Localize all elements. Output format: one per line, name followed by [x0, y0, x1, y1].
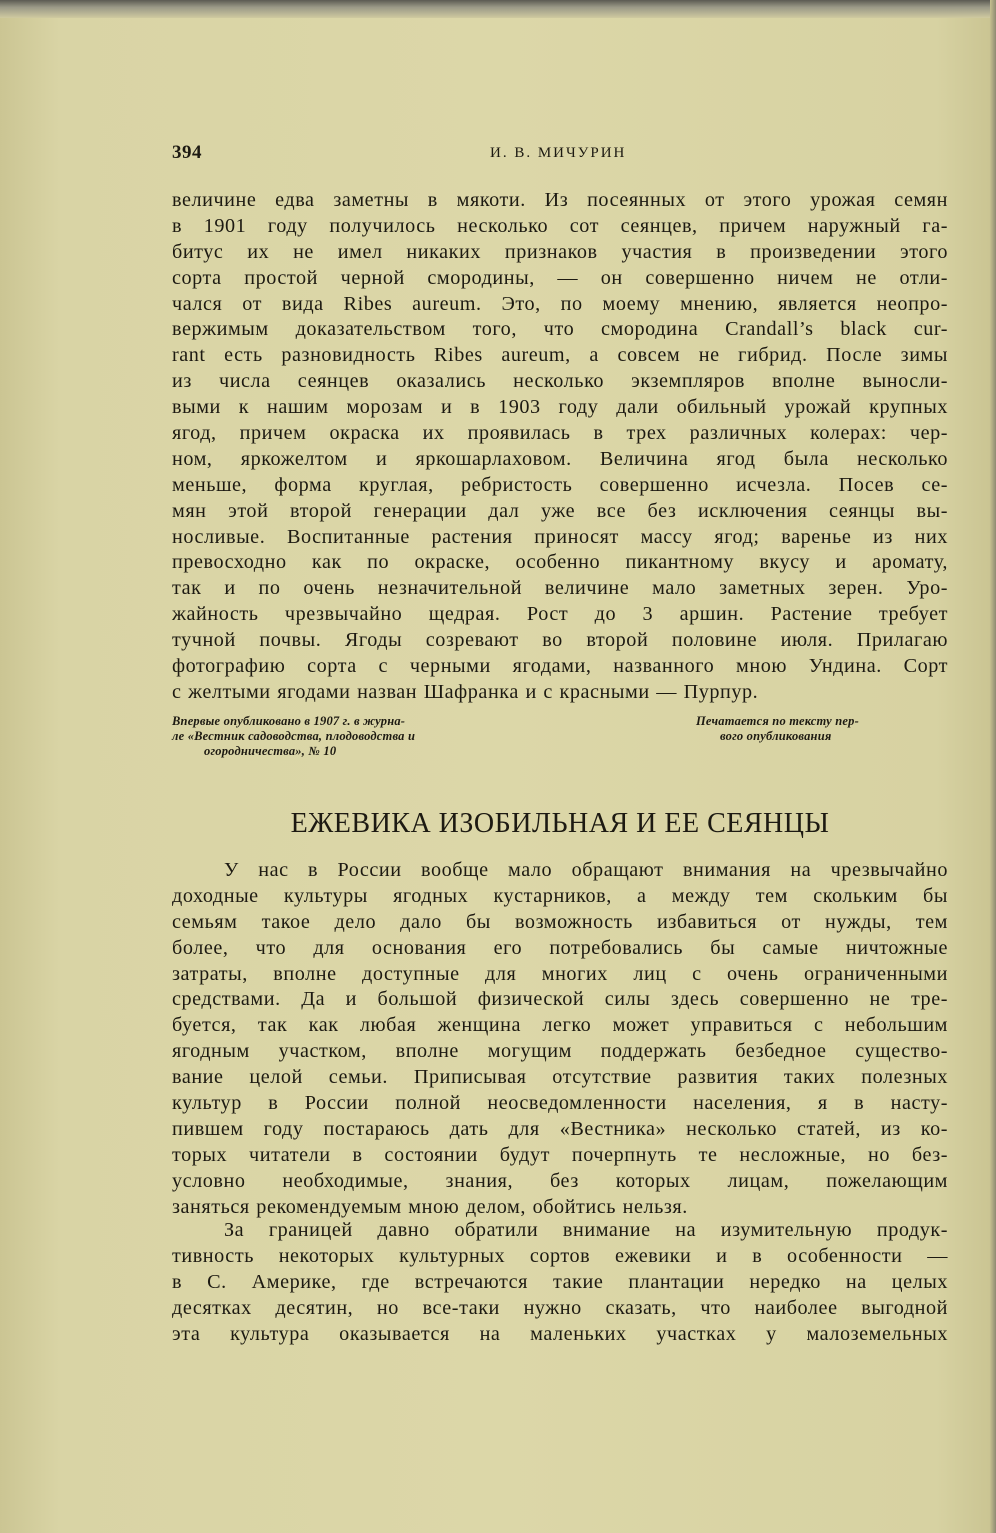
text-line: вержимым доказательством того, что смородина Crandall’s black cur- [172, 318, 948, 341]
text-line: За границей давно обратили внимание на изумительную продук- [224, 1219, 948, 1241]
text-line: вание целой семьи. Приписывая отсутствие развития таких полезных [172, 1066, 948, 1089]
source-note-line: ле «Вестник садоводства, плодоводства и [172, 729, 416, 743]
article2-paragraph-1 [172, 858, 948, 1220]
text-line: rant есть разновидность Ribes aureum, а совсем не гибрид. После зимы [172, 344, 948, 367]
article2-paragraph-2 [172, 1218, 948, 1347]
text-line: в 1901 году получилось несколько сот сеянцев, причем наружный га- [172, 214, 948, 237]
print-note [696, 714, 956, 744]
text-line: так и по очень незначительной величине мало заметных зерен. Уро- [172, 577, 948, 600]
page-right-edge [990, 0, 996, 1533]
text-line: величине едва заметны в мякоти. Из посеянных от этого урожая семян [172, 189, 948, 211]
text-line: У нас в России вообще мало обращают внимания на чрезвычайно [224, 859, 948, 881]
page-number: 394 [172, 142, 202, 163]
article-title: ЕЖЕВИКА ИЗОБИЛЬНАЯ И ЕЕ СЕЯНЦЫ [290, 808, 830, 839]
source-note-line: огородничества», № 10 [204, 744, 337, 758]
text-line: ягодным участком, вполне могущим поддержать безбедное существо- [172, 1040, 948, 1063]
running-head-author: И. В. МИЧУРИН [490, 145, 627, 161]
text-line: пившем году постараюсь дать для «Вестника» несколько статей, из ко- [172, 1117, 948, 1140]
text-line: тучной почвы. Ягоды созревают во второй половине июля. Прилагаю [172, 629, 948, 652]
text-line: ном, яркожелтом и яркошарлаховом. Величина ягод была несколько [172, 447, 948, 470]
text-line: сорта простой черной смородины, — он совершенно ничем не отли- [172, 266, 948, 289]
text-line: эта культура оказывается на маленьких участках у малоземельных [172, 1322, 948, 1345]
text-line: мян этой второй генерации дал уже все без исключения сеянцы вы- [172, 499, 948, 522]
text-line: в С. Америке, где встречаются такие плантации нередко на целых [172, 1270, 948, 1293]
text-line: с желтыми ягодами назван Шафранка и с красными — Пурпур. [172, 680, 759, 703]
article1-text [172, 188, 948, 706]
text-line: меньше, форма круглая, ребристость совершенно исчезла. Посев се- [172, 473, 948, 496]
text-line: заняться рекомендуемым мною делом, обойтись нельзя. [172, 1195, 688, 1218]
text-line: чался от вида Ribes aureum. Это, по моему мнению, является неопро- [172, 292, 948, 315]
text-line: торых читатели в состоянии будут почерпнуть те несложные, но без- [172, 1143, 948, 1166]
text-line: условно необходимые, знания, без которых лицам, пожелающим [172, 1169, 948, 1192]
text-line: жайность чрезвычайно щедрая. Рост до 3 аршин. Растение требует [172, 603, 948, 626]
source-note [172, 714, 532, 759]
text-line: затраты, вполне доступные для многих лиц с очень ограниченными [172, 962, 948, 985]
text-line: семьям такое дело дало бы возможность избавиться от нужды, тем [172, 910, 948, 933]
text-line: из числа сеянцев оказались несколько экземпляров вполне выносли- [172, 370, 948, 393]
text-line: выми к нашим морозам и в 1903 году дали обильный урожай крупных [172, 396, 948, 419]
text-line: носливые. Воспитанные растения приносят массу ягод; варенье из них [172, 525, 948, 548]
running-head [172, 142, 952, 168]
text-line: средствами. Да и большой физической силы здесь совершенно не тре- [172, 988, 948, 1011]
text-line: доходные культуры ягодных кустарников, а между тем скольким бы [172, 884, 948, 907]
text-line: буется, так как любая женщина легко может управиться с небольшим [172, 1014, 948, 1037]
print-note-line: вого опубликования [720, 729, 832, 743]
text-line: битус их не имел никаких признаков участия в произведении этого [172, 240, 948, 263]
text-line: десятках десятин, но все-таки нужно сказать, что наиболее выгодной [172, 1296, 948, 1319]
text-line: ягод, причем окраска их проявилась в трех различных колерах: чер- [172, 422, 948, 445]
print-note-line: Печатается по тексту пер- [696, 714, 859, 728]
text-line: более, что для основания его потребовались бы самые ничтожные [172, 936, 948, 959]
source-note-line: Впервые опубликовано в 1907 г. в журна- [172, 714, 406, 728]
text-line: превосходно как по окраске, особенно пикантному вкусу и аромату, [172, 551, 948, 574]
text-line: фотографию сорта с черными ягодами, названного мною Ундина. Сорт [172, 655, 948, 678]
page-top-edge [0, 0, 996, 18]
text-line: культур в России полной неосведомленности населения, я в насту- [172, 1092, 948, 1115]
text-line: тивность некоторых культурных сортов ежевики и в особенности — [172, 1244, 948, 1267]
